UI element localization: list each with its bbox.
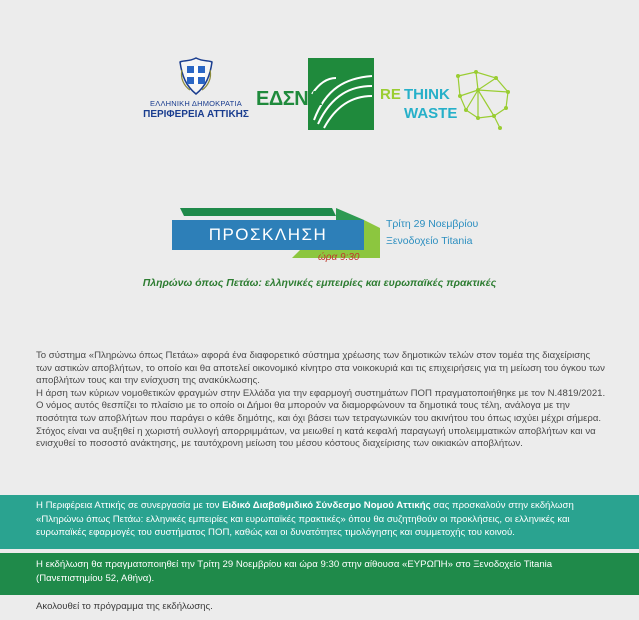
edsna-logo — [256, 58, 376, 138]
description-text — [36, 350, 608, 451]
notice-bold: Ειδικό Διαβαθμιδικό Σύνδεσμο Νομού Αττικής — [222, 500, 431, 511]
event-venue: Ξενοδοχείο Titania — [386, 235, 473, 247]
paragraph-2: Η άρση των κύριων νομοθετικών φραγμών στην Ελλάδα για την εφαρμογή συστημάτων ΠΟΠ πραγματοποιήθηκε με τον Ν.4819/2021. Ο νόμος αυτός θεσπίζει το πλαίσιο με το οποίο οι Δήμοι θα μπορούν να διαμορφώνουν τα δημοτικά τους τέλη, ανάλογα με την ποσότητα των αποβλήτων που παράγει ο κάθε δημότης, και όχι βάσει των τετραγωνικών του ακινήτου του όπως ισχύει μέχρι σήμερα. — [36, 387, 606, 424]
invitation-notice-text — [36, 499, 612, 540]
notice-post: σας προσκαλούν στην εκδήλωση «Πληρώνω όπως Πετάω: ελληνικές εμπειρίες και ευρωπαϊκές πρακτικές» όπου θα συζητηθούν οι προκλήσεις, οι ελληνικές και ευρωπαϊκές εφαρμογές του συστήματος ΠΟΠ, καθώς και οι δυνατότητες τιμολόγησης και συμμετοχής του κοινού. — [36, 500, 574, 538]
event-subtitle: Πληρώνω όπως Πετάω: ελληνικές εμπειρίες και ευρωπαϊκές πρακτικές — [142, 277, 497, 289]
region-line2: ΠΕΡΙΦΕΡΕΙΑ ΑΤΤΙΚΗΣ — [143, 109, 249, 120]
event-details-text: Η εκδήλωση θα πραγματοποιηθεί την Τρίτη 29 Νοεμβρίου και ώρα 9:30 στην αίθουσα «ΕΥΡΩΠΗ» στο Ξενοδοχείο Titania (Πανεπιστημίου 52, Αθήνα). — [36, 559, 553, 584]
paragraph-3: Στόχος είναι να αυξηθεί η χωριστή συλλογή απορριμμάτων, να μειωθεί η κατά κεφαλή παραγωγή υπολειμματικών αποβλήτων και να ενισχυθεί το ποσοστό ανάκτησης, με ταυτόχρονη μείωση του μέσου κόστους διαχείρισης των οικιακών αποβλήτων. — [36, 425, 596, 450]
invitation-banner — [0, 206, 639, 266]
edsna-wordmark: ΕΔΣΝΑ — [256, 88, 323, 110]
rethink-re-text: RE — [380, 86, 401, 103]
region-line1: ΕΛΛΗΝΙΚΗ ΔΗΜΟΚΡΑΤΙΑ — [150, 99, 242, 108]
event-date: Τρίτη 29 Νοεμβρίου — [386, 218, 479, 230]
event-details-notice — [0, 553, 639, 595]
logo-row — [0, 56, 639, 146]
greek-coat-of-arms-icon — [176, 56, 216, 96]
program-note: Ακολουθεί το πρόγραμμα της εκδήλωσης. — [36, 601, 213, 612]
rethink-waste-logo — [380, 70, 520, 140]
attica-region-logo — [136, 56, 256, 120]
event-time: ώρα 9:30 — [318, 252, 360, 263]
notice-pre: Η Περιφέρεια Αττικής σε συνεργασία με τον — [36, 500, 223, 511]
rethink-think-text: THINK — [404, 86, 450, 103]
paragraph-1: Το σύστημα «Πληρώνω όπως Πετάω» αφορά ένα διαφορετικό σύστημα χρέωσης των δημοτικών τελών στον τομέα της διαχείρισης των αστικών αποβλήτων, το οποίο και θα αποτελεί οικονομικό κίνητρο στα νοικοκυριά και τις επιχειρήσεις για τη μείωση του όγκου των αποβλήτων τους και την ενίσχυση της ανακύκλωσης. — [36, 350, 605, 387]
invitation-notice — [0, 495, 639, 549]
rethink-waste-text: WASTE — [404, 105, 458, 122]
invitation-title: ΠΡΟΣΚΛΗΣΗ — [172, 220, 364, 250]
